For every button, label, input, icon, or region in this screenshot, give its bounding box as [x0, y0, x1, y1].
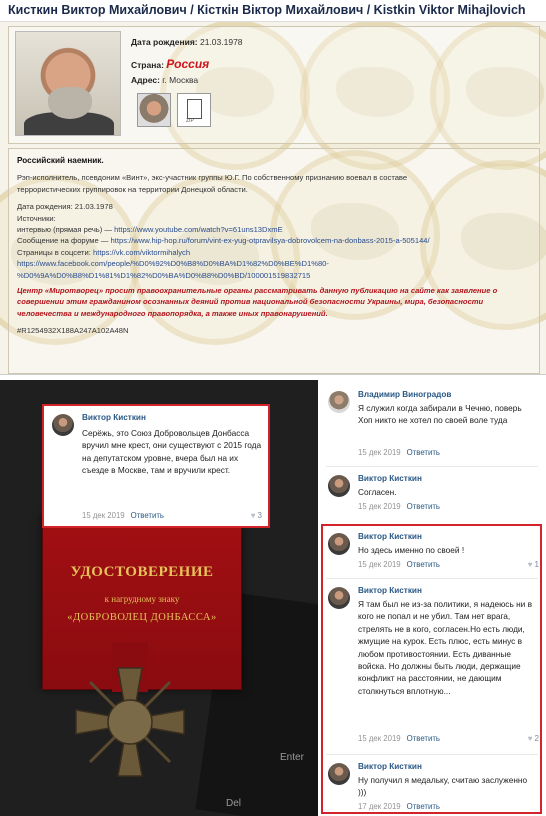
comment-author[interactable]: Виктор Кисткин	[358, 474, 422, 483]
like-count: 1	[534, 560, 539, 569]
like-count: 3	[257, 511, 262, 520]
description-line: террористических группировок на территории Донецкой области.	[17, 184, 248, 194]
facebook-link-line	[17, 270, 531, 281]
facebook-link[interactable]: https://www.facebook.com/people/%D0%92%D0%B8%D0%BA%D1%82%D0%BE%D1%80-	[17, 259, 329, 269]
zip-file-thumbnail[interactable]	[177, 93, 211, 127]
comment-meta	[82, 511, 164, 520]
source-social	[17, 247, 531, 258]
source-forum	[17, 235, 531, 246]
warning-text: Центр «Миротворец» просит правоохранительные органы рассматривать данную публикацию на сайте как заявление о совершении этим гражданином осознанных деяний против национальной безопасности Украины, мира, безопасности человечества и международного правопорядка, а также иных правонарушений.	[17, 286, 498, 318]
reply-button[interactable]: Ответить	[406, 734, 440, 743]
facebook-link-line	[17, 258, 531, 269]
quoted-comment	[42, 404, 270, 528]
comment-author[interactable]: Виктор Кисткин	[358, 532, 422, 541]
description-line: Рэп-исполнитель, псевдоним «Винт», экс-участник группы Ю.Г. По собственному признанию воевал в составе	[17, 173, 408, 183]
record-hash: #R1254932X188A247A102A48N	[17, 326, 129, 336]
photo-beard	[48, 87, 92, 119]
comment-item	[326, 472, 541, 514]
medal-photo	[0, 380, 318, 816]
comment-author[interactable]: Владимир Виноградов	[358, 390, 452, 399]
divider	[326, 466, 538, 467]
avatar[interactable]	[52, 414, 74, 436]
comment-author[interactable]: Виктор Кисткин	[358, 586, 422, 595]
facebook-link-cont[interactable]: %D0%9A%D0%B8%D1%81%D1%82%D0%BA%D0%B8%D0%BD/100001519832715	[17, 270, 311, 280]
comment-date[interactable]: 17 дек 2019	[358, 802, 401, 811]
description-dob: Дата рождения: 21.03.1978	[17, 202, 113, 212]
forum-link[interactable]: https://www.hip-hop.ru/forum/vint-ex-yug-otpravilsya-dobrovolcem-na-donbass-2015-a-505144/	[110, 236, 430, 246]
reply-button[interactable]: Ответить	[130, 511, 164, 520]
reply-button[interactable]: Ответить	[406, 802, 440, 811]
interview-link[interactable]: https://www.youtube.com/watch?v=61uns13DxmE	[114, 225, 283, 235]
comment-date[interactable]: 15 дек 2019	[358, 560, 401, 569]
avatar[interactable]	[328, 391, 350, 413]
reply-button[interactable]: Ответить	[406, 448, 440, 457]
address-row	[131, 75, 198, 85]
comment-author[interactable]: Виктор Кисткин	[82, 413, 146, 422]
profile-photo[interactable]	[15, 31, 121, 136]
vk-link[interactable]: https://vk.com/viktormihalych	[92, 247, 191, 257]
comment-date[interactable]: 15 дек 2019	[82, 511, 125, 520]
description-heading: Российский наемник.	[17, 156, 104, 165]
country-value: Россия	[166, 57, 210, 71]
dob-label: Дата рождения:	[131, 37, 198, 47]
page-title: Кисткин Виктор Михайлович / Кісткін Віктор Михайлович / Kistkin Viktor Mihajlovich	[0, 0, 546, 22]
key-enter: Enter	[280, 752, 304, 763]
reply-button[interactable]: Ответить	[406, 502, 440, 511]
source-interview	[17, 224, 531, 235]
comment-item	[326, 388, 541, 458]
comment-author[interactable]: Виктор Кисткин	[358, 762, 422, 771]
booklet-name: «ДОБРОВОЛЕЦ ДОНБАССА»	[67, 612, 217, 623]
myrotvorets-panel	[0, 0, 546, 375]
country-row	[131, 57, 209, 71]
dob-row	[131, 37, 243, 47]
source-label: Сообщение на форуме —	[17, 236, 111, 246]
dob-value: 21.03.1978	[199, 37, 243, 47]
comment-text: Я там был не из-за политики, я надеюсь ни в кого не попал и не убил. Там нет врага, стрелять не в кого, согласен.Но есть люди, жмущие на курок. Есть плюс, есть минус в любом противостоянии. Есть диванные войска. Но должны быть люди, держащие конфликт на расстоянии, не дающим столкнуться вплотную...	[358, 599, 533, 696]
heart-icon: ♥	[527, 734, 533, 743]
booklet-title: УДОСТОВЕРЕНИЕ	[70, 564, 214, 580]
source-label: интервью (прямая речь) —	[17, 225, 115, 235]
profile-card	[8, 26, 540, 144]
booklet-subtitle: к нагрудному знаку	[104, 594, 180, 604]
comment-date[interactable]: 15 дек 2019	[358, 502, 401, 511]
comment-text: Но здесь именно по своей !	[358, 545, 465, 555]
comment-meta	[358, 448, 440, 457]
comment-text: Ну получил я медальку, считаю заслуженно )))	[358, 775, 528, 798]
medal-cross-icon	[70, 662, 190, 782]
evidence-panel	[0, 380, 546, 816]
heart-icon: ♥	[527, 560, 533, 569]
description-block	[8, 148, 540, 374]
address-label: Адрес:	[131, 75, 160, 85]
address-value: г. Москва	[162, 75, 199, 85]
key-del: Del	[226, 798, 242, 809]
comment-text: Серёжь, это Союз Добровольцев Донбасса вручил мне крест, они существуют с 2015 года на депутатском уровне, вчера был на их съезде в Москве, там и вручили крест.	[82, 428, 262, 476]
comment-date[interactable]: 15 дек 2019	[358, 448, 401, 457]
heart-icon: ♥	[250, 511, 256, 520]
zip-label: ZIP	[186, 118, 194, 124]
avatar[interactable]	[328, 475, 350, 497]
photo-thumbnail[interactable]	[137, 93, 171, 127]
comment-text: Я служил когда забирали в Чечню, поверь Хоп никто не хотел по своей воле туда	[358, 403, 522, 426]
document-icon	[187, 99, 202, 119]
like-button[interactable]	[251, 511, 262, 520]
comment-text: Согласен.	[358, 487, 397, 497]
like-count: 2	[534, 734, 539, 743]
sources-label: Источники:	[17, 213, 56, 223]
source-label: Страницы в соцсети:	[17, 247, 93, 257]
country-label: Страна:	[131, 60, 164, 70]
comment-date[interactable]: 15 дек 2019	[358, 734, 401, 743]
comment-meta	[358, 502, 440, 511]
highlight-frame	[321, 524, 542, 814]
reply-button[interactable]: Ответить	[406, 560, 440, 569]
